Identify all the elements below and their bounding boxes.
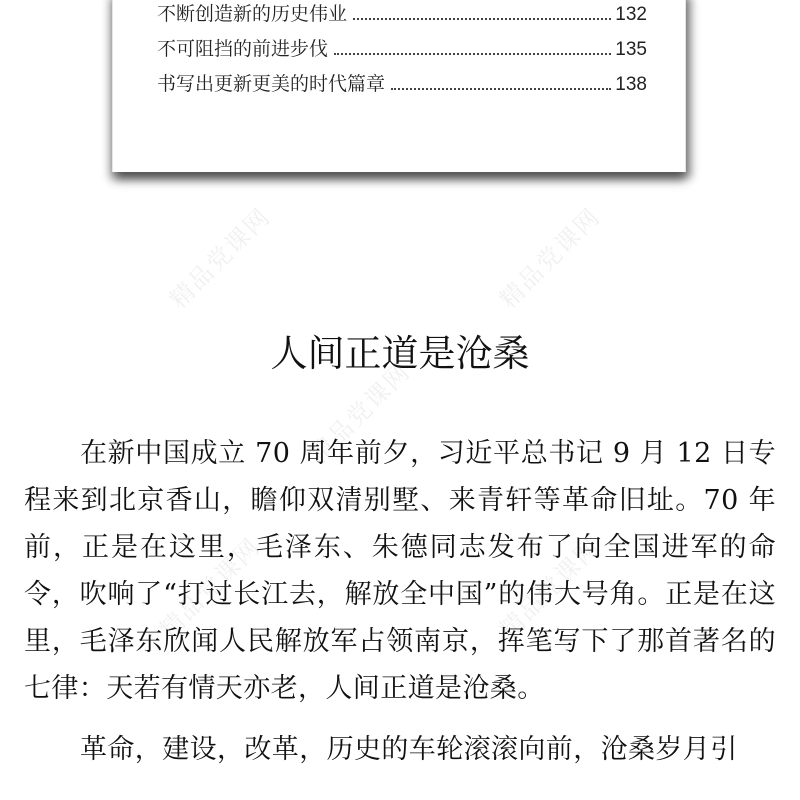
watermark: 精品党课网 [154, 532, 266, 645]
toc-entry-page: 138 [615, 74, 647, 95]
toc-entry-page: 132 [615, 4, 647, 25]
toc-entry[interactable] [157, 70, 647, 105]
toc-leader-dots [391, 88, 611, 90]
toc-leader-dots [353, 18, 611, 20]
article-paragraph: 革命，建设，改革，历史的车轮滚滚向前，沧桑岁月引 [80, 734, 738, 765]
watermark: 精品党课网 [494, 202, 606, 315]
toc-entry-page: 135 [615, 39, 647, 60]
toc-list [157, 0, 647, 105]
watermark: 精品党课网 [304, 357, 416, 470]
toc-entry-title: 不可阻挡的前进步伐 [157, 38, 329, 60]
watermark: 精品党课网 [494, 532, 606, 645]
toc-entry[interactable] [157, 0, 647, 35]
article-paragraph: 在新中国成立 70 周年前夕，习近平总书记 9 月 12 日专程来到北京香山，瞻仰双清别墅、来青轩等革命旧址。70 年前，正是在这里，毛泽东、朱德同志发布了向全国进军的命令，吹响了“打过长江去，解放全中国”的伟大号角。正是在这里，毛泽东欣闻人民解放军占领南京，挥笔写下了那首著名的七律：天若有情天亦老，人间正道是沧桑。 [24, 438, 776, 704]
toc-entry-title: 书写出更新更美的时代篇章 [157, 73, 386, 95]
toc-entry[interactable] [157, 35, 647, 70]
toc-entry-title: 不断创造新的历史伟业 [157, 3, 348, 25]
toc-card [112, 0, 686, 172]
article-body [24, 430, 776, 787]
article-title: 人间正道是沧桑 [270, 332, 530, 375]
watermark: 精品党课网 [164, 202, 276, 315]
toc-leader-dots [334, 53, 611, 55]
